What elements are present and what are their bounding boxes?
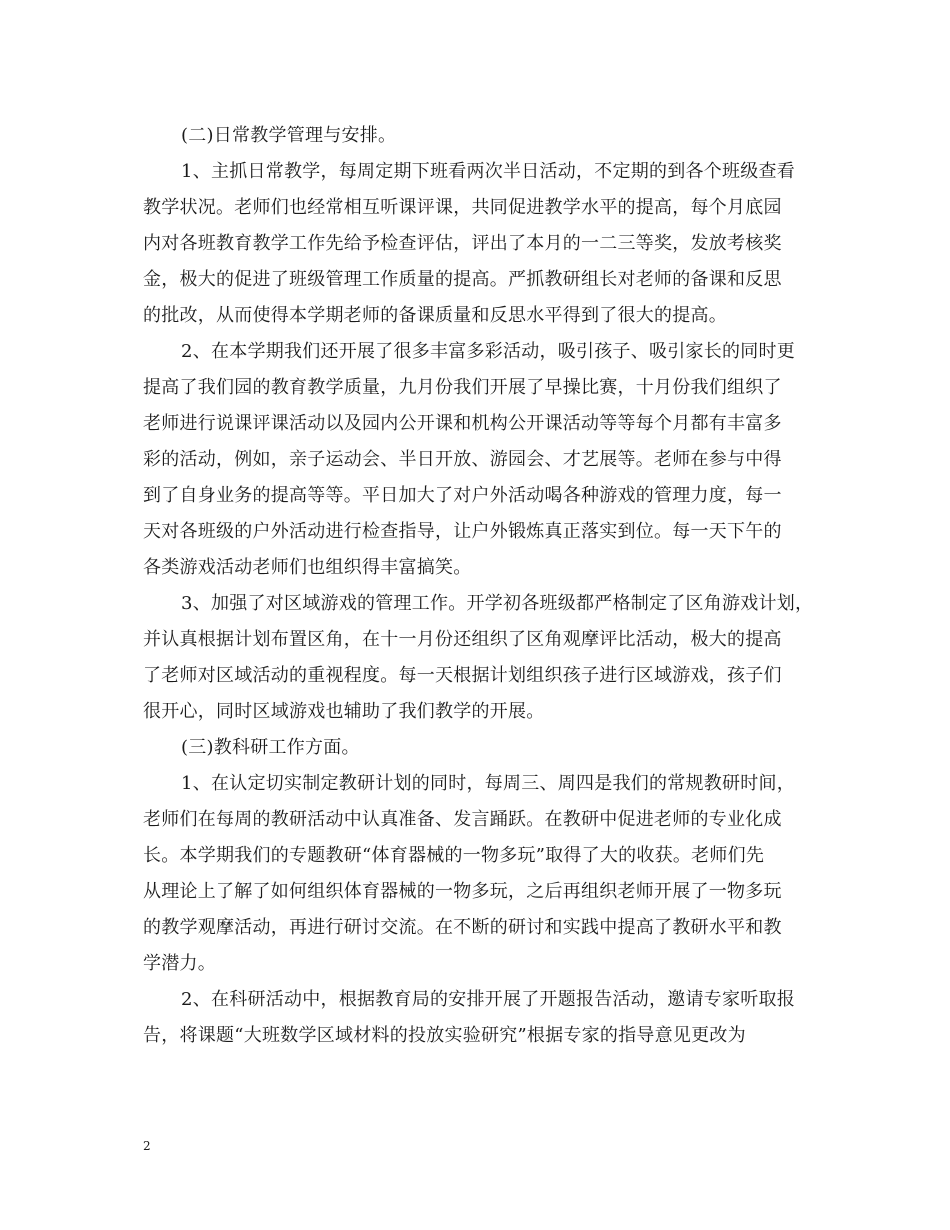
paragraph-line: 3、加强了对区域游戏的管理工作。开学初各班级都严格制定了区角游戏计划， xyxy=(181,593,814,614)
paragraph-line: 告，将课题“大班数学区域材料的投放实验研究”根据专家的指导意见更改为 xyxy=(143,1025,746,1046)
paragraph-line: 老师们在每周的教研活动中认真准备、发言踊跃。在教研中促进老师的专业化成 xyxy=(143,809,782,830)
paragraph-line: 各类游戏活动老师们也组织得丰富搞笑。 xyxy=(143,557,472,578)
paragraph-line: 教学状况。老师们也经常相互听课评课，共同促进教学水平的提高，每个月底园 xyxy=(143,197,782,218)
paragraph-line: 彩的活动，例如，亲子运动会、半日开放、游园会、才艺展等。老师在参与中得 xyxy=(143,449,782,470)
paragraph-line: 1、在认定切实制定教研计划的同时，每周三、周四是我们的常规教研时间， xyxy=(181,773,795,794)
paragraph-line: 了老师对区域活动的重视程度。每一天根据计划组织孩子进行区域游戏，孩子们 xyxy=(143,665,782,686)
page-number: 2 xyxy=(143,1139,151,1153)
paragraph-line: 内对各班教育教学工作先给予检查评估，评出了本月的一二三等奖，发放考核奖 xyxy=(143,233,782,254)
paragraph-line: 提高了我们园的教育教学质量，九月份我们开展了早操比赛，十月份我们组织了 xyxy=(143,377,782,398)
paragraph-line: 学潜力。 xyxy=(143,953,216,974)
paragraph-line: 长。本学期我们的专题教研“体育器械的一物多玩”取得了大的收获。老师们先 xyxy=(143,845,765,866)
paragraph-line: 老师进行说课评课活动以及园内公开课和机构公开课活动等等每个月都有丰富多 xyxy=(143,413,782,434)
section-heading: (三)教科研工作方面。 xyxy=(181,737,360,758)
paragraph-line: 2、在科研活动中，根据教育局的安排开展了开题报告活动，邀请专家听取报 xyxy=(181,989,795,1010)
paragraph-line: 的批改，从而使得本学期老师的备课质量和反思水平得到了很大的提高。 xyxy=(143,305,727,326)
paragraph-line: 的教学观摩活动，再进行研讨交流。在不断的研讨和实践中提高了教研水平和教 xyxy=(143,917,782,938)
section-heading: (二)日常教学管理与安排。 xyxy=(181,125,397,146)
paragraph-line: 金，极大的促进了班级管理工作质量的提高。严抓教研组长对老师的备课和反思 xyxy=(143,269,782,290)
paragraph-line: 2、在本学期我们还开展了很多丰富多彩活动，吸引孩子、吸引家长的同时更 xyxy=(181,341,795,362)
paragraph-line: 从理论上了解了如何组织体育器械的一物多玩，之后再组织老师开展了一物多玩 xyxy=(143,881,782,902)
paragraph-line: 到了自身业务的提高等等。平日加大了对户外活动喝各种游戏的管理力度，每一 xyxy=(143,485,782,506)
paragraph-line: 1、主抓日常教学，每周定期下班看两次半日活动，不定期的到各个班级查看 xyxy=(181,161,795,182)
paragraph-line: 很开心，同时区域游戏也辅助了我们教学的开展。 xyxy=(143,701,545,722)
paragraph-line: 天对各班级的户外活动进行检查指导，让户外锻炼真正落实到位。每一天下午的 xyxy=(143,521,782,542)
document-body xyxy=(143,118,813,1054)
paragraph-line: 并认真根据计划布置区角，在十一月份还组织了区角观摩评比活动，极大的提高 xyxy=(143,629,782,650)
